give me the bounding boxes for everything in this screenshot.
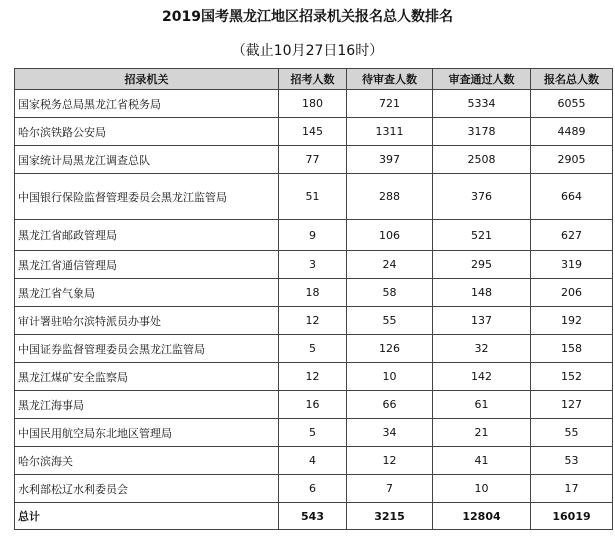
header-agency: 招录机关: [15, 69, 279, 90]
table-header-row: [15, 69, 613, 90]
cell-agency: 中国证券监督管理委员会黑龙江监管局: [15, 335, 279, 363]
cell-total-applicants: 319: [531, 251, 613, 279]
cell-agency: 黑龙江省邮政管理局: [15, 220, 279, 251]
cell-positions: 5: [279, 335, 347, 363]
cell-agency: 中国民用航空局东北地区管理局: [15, 419, 279, 447]
cell-total-applicants: 627: [531, 220, 613, 251]
total-label: 总计: [15, 503, 279, 530]
table-row: [15, 335, 613, 363]
cell-agency: 国家统计局黑龙江调查总队: [15, 146, 279, 174]
cell-total-applicants: 6055: [531, 90, 613, 118]
table-total-row: [15, 503, 613, 530]
cell-positions: 18: [279, 279, 347, 307]
cell-positions: 9: [279, 220, 347, 251]
cell-approved: 10: [433, 475, 531, 503]
table-row: [15, 90, 613, 118]
table-row: [15, 146, 613, 174]
page-title: 2019国考黑龙江地区招录机关报名总人数排名: [162, 9, 453, 25]
cell-agency: 黑龙江省气象局: [15, 279, 279, 307]
total-positions: 543: [279, 503, 347, 530]
cell-positions: 51: [279, 174, 347, 220]
cell-agency: 哈尔滨海关: [15, 447, 279, 475]
header-pending: 待审查人数: [347, 69, 433, 90]
header-total-applicants: 报名总人数: [531, 69, 613, 90]
cell-pending: 288: [347, 174, 433, 220]
cell-approved: 3178: [433, 118, 531, 146]
cell-approved: 21: [433, 419, 531, 447]
cell-agency: 黑龙江海事局: [15, 391, 279, 419]
cell-pending: 7: [347, 475, 433, 503]
total-applicants: 16019: [531, 503, 613, 530]
cell-positions: 145: [279, 118, 347, 146]
table-row: [15, 279, 613, 307]
cell-approved: 521: [433, 220, 531, 251]
cell-positions: 4: [279, 447, 347, 475]
cell-pending: 1311: [347, 118, 433, 146]
header-approved: 审查通过人数: [433, 69, 531, 90]
table-row: [15, 391, 613, 419]
cell-positions: 3: [279, 251, 347, 279]
cell-pending: 24: [347, 251, 433, 279]
table-row: [15, 363, 613, 391]
cell-total-applicants: 127: [531, 391, 613, 419]
cell-agency: 黑龙江省通信管理局: [15, 251, 279, 279]
total-approved: 12804: [433, 503, 531, 530]
cell-pending: 397: [347, 146, 433, 174]
table-row: [15, 220, 613, 251]
cell-agency: 中国银行保险监督管理委员会黑龙江监管局: [15, 174, 279, 220]
cell-positions: 12: [279, 363, 347, 391]
table-row: [15, 174, 613, 220]
total-pending: 3215: [347, 503, 433, 530]
cell-agency: 国家税务总局黑龙江省税务局: [15, 90, 279, 118]
cell-total-applicants: 17: [531, 475, 613, 503]
cell-pending: 55: [347, 307, 433, 335]
cell-total-applicants: 664: [531, 174, 613, 220]
ranking-table: [14, 68, 613, 530]
cell-approved: 32: [433, 335, 531, 363]
cell-approved: 295: [433, 251, 531, 279]
header-positions: 招考人数: [279, 69, 347, 90]
cell-approved: 376: [433, 174, 531, 220]
cell-approved: 2508: [433, 146, 531, 174]
cell-pending: 10: [347, 363, 433, 391]
cell-total-applicants: 192: [531, 307, 613, 335]
cell-pending: 66: [347, 391, 433, 419]
cell-agency: 黑龙江煤矿安全监察局: [15, 363, 279, 391]
cell-total-applicants: 206: [531, 279, 613, 307]
cell-agency: 审计署驻哈尔滨特派员办事处: [15, 307, 279, 335]
table-row: [15, 307, 613, 335]
cell-pending: 721: [347, 90, 433, 118]
cell-pending: 106: [347, 220, 433, 251]
cell-positions: 6: [279, 475, 347, 503]
cell-total-applicants: 158: [531, 335, 613, 363]
cell-total-applicants: 53: [531, 447, 613, 475]
cell-approved: 137: [433, 307, 531, 335]
cell-approved: 148: [433, 279, 531, 307]
table-row: [15, 251, 613, 279]
cell-positions: 180: [279, 90, 347, 118]
table-row: [15, 447, 613, 475]
cell-positions: 16: [279, 391, 347, 419]
table-row: [15, 118, 613, 146]
cell-total-applicants: 55: [531, 419, 613, 447]
cell-agency: 哈尔滨铁路公安局: [15, 118, 279, 146]
cell-approved: 142: [433, 363, 531, 391]
cell-positions: 12: [279, 307, 347, 335]
cell-total-applicants: 2905: [531, 146, 613, 174]
cell-pending: 126: [347, 335, 433, 363]
cell-positions: 5: [279, 419, 347, 447]
cell-agency: 水利部松辽水利委员会: [15, 475, 279, 503]
cell-approved: 61: [433, 391, 531, 419]
cell-pending: 34: [347, 419, 433, 447]
table-row: [15, 475, 613, 503]
table-row: [15, 419, 613, 447]
page-subtitle: （截止10月27日16时）: [231, 43, 384, 59]
cell-pending: 58: [347, 279, 433, 307]
cell-approved: 5334: [433, 90, 531, 118]
cell-pending: 12: [347, 447, 433, 475]
cell-approved: 41: [433, 447, 531, 475]
cell-total-applicants: 152: [531, 363, 613, 391]
cell-positions: 77: [279, 146, 347, 174]
cell-total-applicants: 4489: [531, 118, 613, 146]
